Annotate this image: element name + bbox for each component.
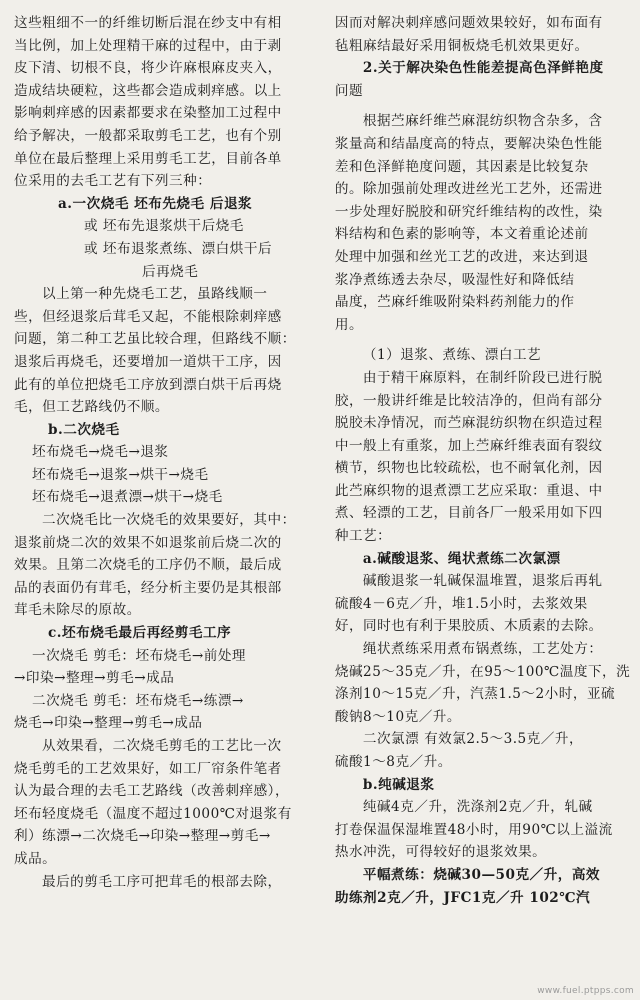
text-line: 根据苎麻纤维苎麻混纺织物含杂多，含 xyxy=(362,113,603,130)
text-line: 脱胶未净情况，而苎麻混纺织物在织造过程 xyxy=(334,415,603,432)
text-line: 助练剂2克／升，JFC1克／升 102℃汽 xyxy=(334,889,591,906)
method-b-heading: b.二次烧毛 xyxy=(48,421,120,438)
text-line: 毡粗麻结最好采用铜板烧毛机效果更好。 xyxy=(334,37,589,54)
text-line: 利）练漂→二次烧毛→印染→整理→剪毛→ xyxy=(14,828,271,845)
process-route: 坯布烧毛→退浆→烘干→烧毛 xyxy=(32,466,209,483)
text-line: 胶，一般讲纤维是比较洁净的，但尚有部分 xyxy=(334,392,603,409)
text-line: 煮、轻漂的工艺，目前各厂一般采用如下四 xyxy=(334,505,603,522)
text-line: 料结构和色素的影响等，本文着重论述前 xyxy=(334,226,589,243)
text-line: 酸钠8～10克／升。 xyxy=(334,708,461,725)
method-a-heading: a.碱酸退浆、绳状煮练二次氯漂 xyxy=(362,550,561,567)
right-column xyxy=(335,12,630,1000)
text-line: 绳状煮练采用煮布锅煮练，工艺处方： xyxy=(362,641,603,658)
text-line: 一步处理好脱胶和研究纤维结构的改性，染 xyxy=(334,203,603,220)
text-line: 从效果看，二次烧毛剪毛的工艺比一次 xyxy=(42,738,282,754)
text-line: 好，同时也有利于果胶质、木质素的去除。 xyxy=(334,618,603,635)
text-line: 种工艺： xyxy=(334,528,392,545)
text-line: 成品。 xyxy=(14,850,57,867)
process-route-cont: 烧毛→印染→整理→剪毛→成品 xyxy=(14,715,203,732)
method-a-alternative: 或 坯布退浆煮练、漂白烘干后 xyxy=(84,240,273,257)
text-line: 硫酸4－6克／升，堆1.5小时，去浆效果 xyxy=(334,595,588,612)
text-line: 效果。且第二次烧毛的工序仍不顺，最后成 xyxy=(14,557,282,574)
process-route-cont: →印染→整理→剪毛→成品 xyxy=(14,670,175,687)
text-line: 最后的剪毛工序可把茸毛的根部去除， xyxy=(42,873,282,890)
text-line: 此苎麻织物的退煮漂工艺应采取：重退、中 xyxy=(334,482,603,499)
text-line: 的。除加强前处理改进丝光工艺外，还需进 xyxy=(334,181,603,198)
text-line: 当比例，加上处理精干麻的过程中，由于剥 xyxy=(14,37,282,54)
watermark: www.fuel.ptpps.com xyxy=(537,986,634,996)
text-line: 平幅煮练：烧碱30—50克／升，高效 xyxy=(362,866,601,883)
text-line: 位采用的去毛工艺有下列三种： xyxy=(14,173,212,190)
text-line: 茸毛未除尽的原故。 xyxy=(14,602,141,619)
method-a-alternative-cont: 后再烧毛 xyxy=(142,263,199,280)
text-line: 处理中加强和丝光工艺的改进，来达到退 xyxy=(334,248,589,265)
process-route: 二次烧毛 剪毛：坯布烧毛→练漂→ xyxy=(32,692,244,709)
text-line: 烧碱25～35克／升，在95～100℃温度下，洗 xyxy=(334,663,630,680)
text-line: 涤剂10～15克／升，汽蒸1.5～2小时，亚硫 xyxy=(334,686,616,703)
text-line: 用。 xyxy=(334,316,364,333)
text-line: 认为最合理的去毛工艺路线（改善刺痒感）， xyxy=(14,783,290,800)
text-line: 纯碱4克／升，洗涤剂2克／升，轧碱 xyxy=(362,799,593,816)
text-line: 问题，第二种工艺虽比较合理，但路线不顺： xyxy=(14,331,296,348)
text-line: 些，但经退浆后茸毛又起，不能根除刺痒感 xyxy=(14,308,282,325)
text-line: 二次氯漂 有效氯2.5～3.5克／升， xyxy=(362,731,584,748)
section-heading-cont: 问题 xyxy=(334,82,364,99)
text-line: 烧毛剪毛的工艺效果好，如工厂帘条件笔者 xyxy=(14,760,282,777)
text-line: 打卷保温保湿堆置48小时，用90℃以上溢流 xyxy=(334,821,613,838)
text-line: 品的表面仍有茸毛，经分析主要仍是其根部 xyxy=(14,579,282,596)
text-line: 坯布轻度烧毛（温度不超过1000℃对退浆有 xyxy=(14,805,292,822)
process-route: 一次烧毛 剪毛：坯布烧毛→前处理 xyxy=(32,647,247,664)
process-route: 坯布烧毛→烧毛→退浆 xyxy=(32,444,169,461)
text-line: 中一般上有重浆，加上苎麻纤维表面有裂纹 xyxy=(334,437,603,454)
text-line: 浆净煮练透去杂尽，吸湿性好和降低结 xyxy=(334,271,575,288)
text-line: 影响刺痒感的因素都要求在染整加工过程中 xyxy=(14,105,282,122)
text-line: 造成结块硬粒，这些都会造成刺痒感。以上 xyxy=(14,82,282,99)
subsection-heading: （1）退浆、煮练、漂白工艺 xyxy=(362,347,542,364)
text-line: 以上第一种先烧毛工艺，虽路线顺一 xyxy=(42,286,268,303)
text-line: 皮下清、切根不良，将少许麻根麻皮夹入， xyxy=(14,60,282,77)
text-line: 晶度，苎麻纤维吸附染料药剂能力的作 xyxy=(334,294,575,311)
left-column xyxy=(14,12,325,1000)
text-line: 退浆前烧二次的效果不如退浆前后烧二次的 xyxy=(14,534,282,551)
text-line: 二次烧毛比一次烧毛的效果要好，其中： xyxy=(42,512,296,529)
text-line: 单位在最后整理上采用剪毛工艺，目前各单 xyxy=(14,150,282,167)
text-line: 由于精干麻原料，在制纤阶段已进行脱 xyxy=(362,369,603,386)
text-line: 给予解决，一般都采取剪毛工艺，也有个别 xyxy=(14,127,282,144)
text-line: 硫酸1～8克／升。 xyxy=(334,754,452,770)
text-line: 差和色泽鲜艳度问题，其因素是比较复杂 xyxy=(334,158,589,175)
method-a-heading: a.一次烧毛 坯布先烧毛 后退浆 xyxy=(58,195,253,212)
process-route: 坯布烧毛→退煮漂→烘干→烧毛 xyxy=(32,489,223,506)
method-b-heading: b.纯碱退浆 xyxy=(362,776,435,793)
text-line: 碱酸退浆一轧碱保温堆置，退浆后再轧 xyxy=(362,573,603,590)
text-line: 毛，但工艺路线仍不顺。 xyxy=(14,399,170,416)
text-line: 退浆后再烧毛，还要增加一道烘干工序，因 xyxy=(14,353,282,370)
section-heading: 2.关于解决染色性能差提高色泽鲜艳度 xyxy=(362,60,604,77)
text-line: 浆量高和结晶度高的特点，要解决染色性能 xyxy=(334,135,603,152)
text-line: 这些粗细不一的纤维切断后混在纱支中有相 xyxy=(14,15,282,31)
text-line: 因而对解决刺痒感问题效果较好，如布面有 xyxy=(334,15,603,31)
text-line: 横节，织物也比较疏松，也不耐氧化剂，因 xyxy=(334,460,603,477)
method-a-alternative: 或 坯布先退浆烘干后烧毛 xyxy=(84,218,244,235)
text-line: 此有的单位把烧毛工序放到漂白烘干后再烧 xyxy=(14,376,282,393)
text-line: 热水冲洗，可得较好的退浆效果。 xyxy=(334,844,547,861)
method-c-heading: c.坯布烧毛最后再经剪毛工序 xyxy=(48,625,232,642)
